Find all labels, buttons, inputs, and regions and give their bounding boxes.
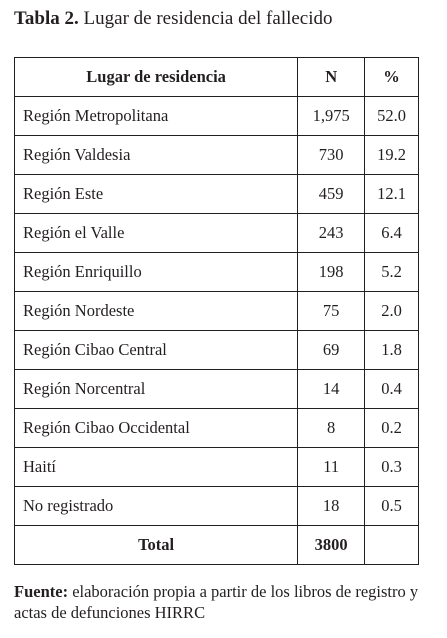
residence-cell: Región Cibao Central (15, 331, 298, 370)
total-percent-cell (365, 526, 419, 565)
residence-cell: Región Valdesia (15, 136, 298, 175)
residence-table (14, 57, 419, 565)
n-cell: 459 (298, 175, 365, 214)
source-label: Fuente: (14, 582, 69, 601)
n-cell: 730 (298, 136, 365, 175)
percent-cell: 12.1 (365, 175, 419, 214)
table-row (15, 487, 419, 526)
table-caption (14, 7, 333, 31)
residence-cell: Región Norcentral (15, 370, 298, 409)
residence-cell: Haití (15, 448, 298, 487)
table-row (15, 370, 419, 409)
column-header-residence: Lugar de residencia (15, 58, 298, 97)
residence-cell: Región Enriquillo (15, 253, 298, 292)
table-row (15, 448, 419, 487)
total-n-cell: 3800 (298, 526, 365, 565)
n-cell: 1,975 (298, 97, 365, 136)
n-cell: 243 (298, 214, 365, 253)
column-header-percent: % (365, 58, 419, 97)
percent-cell: 0.2 (365, 409, 419, 448)
column-header-n: N (298, 58, 365, 97)
table-row (15, 97, 419, 136)
n-cell: 8 (298, 409, 365, 448)
percent-cell: 6.4 (365, 214, 419, 253)
table-header-row (15, 58, 419, 97)
table-row (15, 175, 419, 214)
residence-cell: Región Cibao Occidental (15, 409, 298, 448)
residence-cell: Región Nordeste (15, 292, 298, 331)
table-row (15, 409, 419, 448)
n-cell: 14 (298, 370, 365, 409)
total-label-cell: Total (15, 526, 298, 565)
table-body (15, 97, 419, 526)
table-row (15, 136, 419, 175)
table-total-row (15, 526, 419, 565)
percent-cell: 0.4 (365, 370, 419, 409)
percent-cell: 52.0 (365, 97, 419, 136)
n-cell: 198 (298, 253, 365, 292)
residence-cell: No registrado (15, 487, 298, 526)
n-cell: 18 (298, 487, 365, 526)
residence-cell: Región el Valle (15, 214, 298, 253)
percent-cell: 2.0 (365, 292, 419, 331)
percent-cell: 0.5 (365, 487, 419, 526)
table-row (15, 253, 419, 292)
source-text: elaboración propia a partir de los libros de registro y actas de defunciones HIRRC (14, 582, 419, 622)
n-cell: 75 (298, 292, 365, 331)
percent-cell: 19.2 (365, 136, 419, 175)
residence-cell: Región Este (15, 175, 298, 214)
percent-cell: 0.3 (365, 448, 419, 487)
residence-cell: Región Metropolitana (15, 97, 298, 136)
table-row (15, 331, 419, 370)
percent-cell: 1.8 (365, 331, 419, 370)
table-source-note (14, 581, 439, 623)
table-caption-label: Tabla 2. (14, 8, 79, 29)
n-cell: 69 (298, 331, 365, 370)
table-caption-text: Lugar de residencia del fallecido (83, 8, 333, 29)
table-row (15, 292, 419, 331)
table-row (15, 214, 419, 253)
percent-cell: 5.2 (365, 253, 419, 292)
n-cell: 11 (298, 448, 365, 487)
